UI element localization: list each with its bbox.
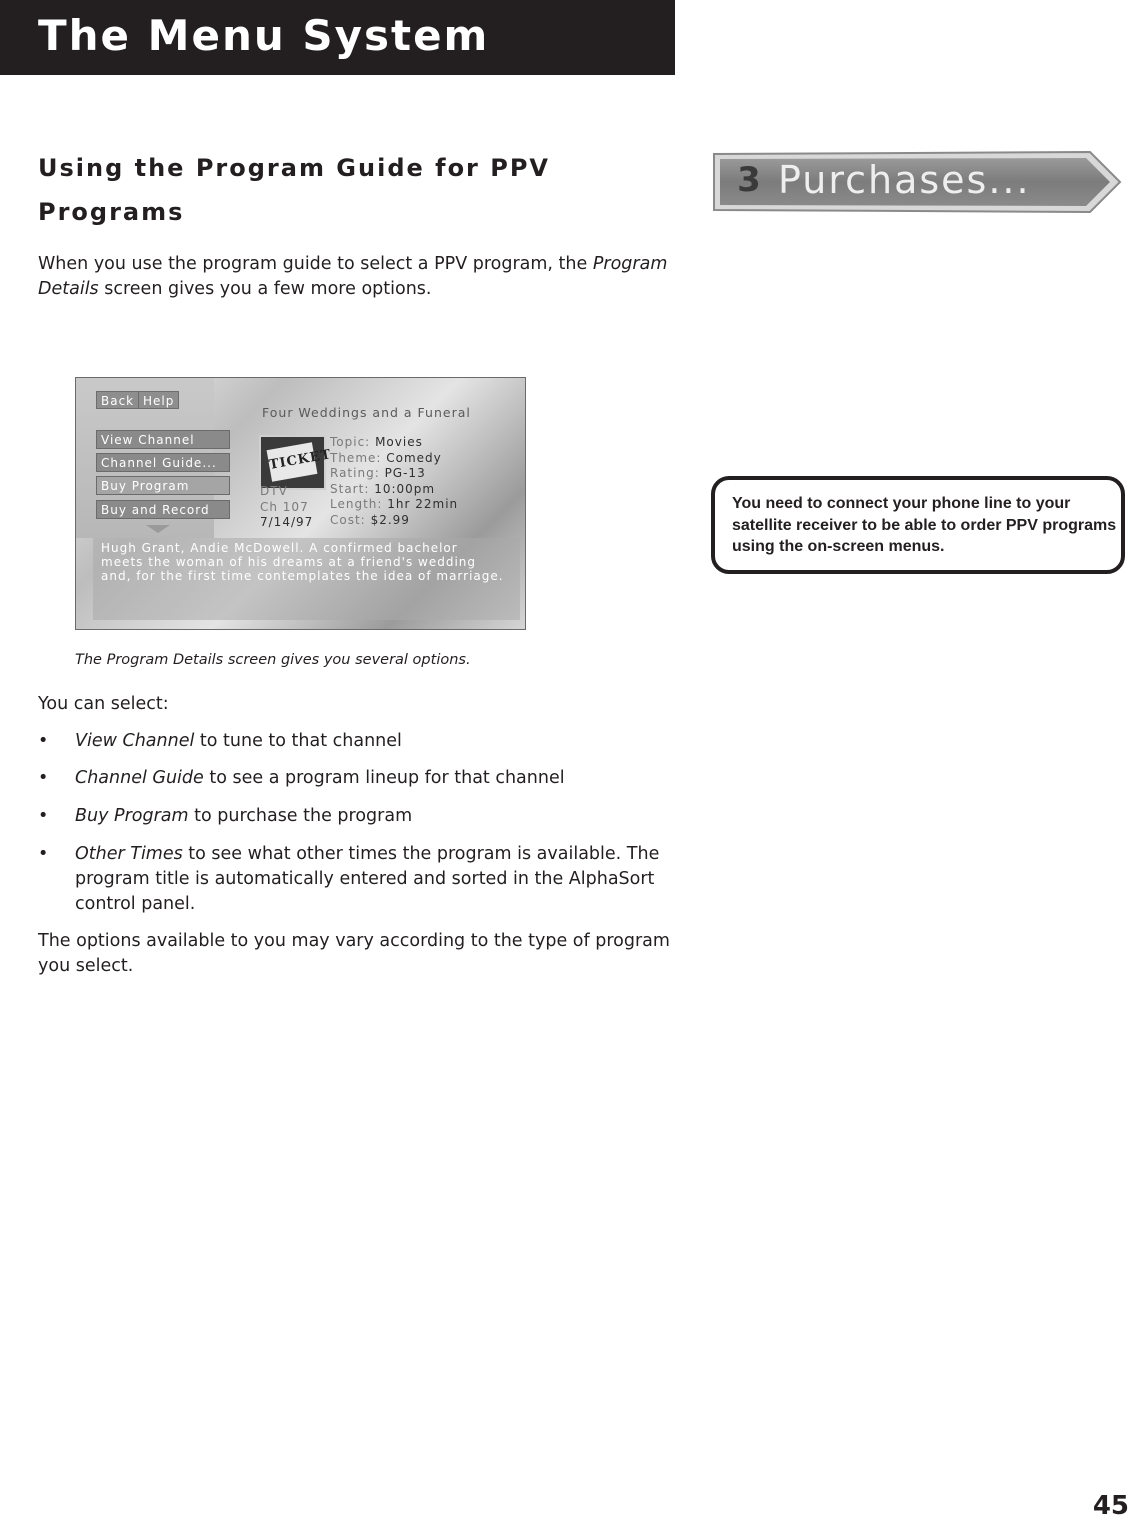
channel-network: DTV: [260, 484, 288, 498]
detail-value: 10:00pm: [374, 481, 436, 496]
intro-text-after: screen gives you a few more options.: [98, 279, 432, 299]
channel-date: 7/14/97: [260, 515, 314, 529]
detail-row: [330, 513, 458, 529]
ticket-logo-text: TICKET: [267, 442, 318, 482]
detail-value: Movies: [375, 435, 423, 449]
screen-menu-view-channel: View Channel: [96, 430, 230, 449]
detail-row: [330, 435, 458, 451]
bullet-icon: •: [38, 731, 49, 751]
scroll-down-arrow-icon: [146, 525, 170, 533]
intro-emphasis: Program Details: [38, 254, 668, 299]
option-description: to see a program lineup for that channel: [203, 768, 565, 788]
option-description: to purchase the program: [188, 806, 413, 826]
banner-label: Purchases...: [778, 158, 1031, 202]
section-heading: Using the Program Guide for PPV Programs: [38, 154, 550, 226]
description-line: Hugh Grant, Andie McDowell. A confirmed bachelor: [101, 541, 458, 555]
detail-row: [330, 466, 458, 482]
phone-line-note: [711, 476, 1125, 574]
intro-text-before: When you use the program guide to select a PPV program, the: [38, 254, 593, 274]
detail-label: Length:: [330, 497, 383, 511]
detail-label: Cost:: [330, 512, 366, 527]
options-list: [38, 729, 678, 917]
program-details-screenshot: [75, 377, 526, 630]
header-bar: [0, 0, 675, 75]
list-item: [38, 804, 678, 829]
option-description: to see what other times the program is available. The program title is automatically entered and sorted in the AlphaSort control panel.: [75, 844, 660, 914]
figure-caption: The Program Details screen gives you several options.: [75, 652, 471, 668]
ticket-logo-icon: [259, 435, 333, 490]
option-name: Channel Guide: [75, 768, 204, 788]
detail-value: Comedy: [386, 450, 442, 465]
screen-program-title: Four Weddings and a Funeral: [262, 405, 471, 420]
list-item: [38, 766, 678, 791]
description-line: meets the woman of his dreams at a friend's wedding: [101, 555, 477, 569]
list-item: [38, 842, 678, 917]
option-description: to tune to that channel: [194, 731, 402, 751]
screen-channel-info: [260, 484, 313, 531]
note-text: You need to connect your phone line to your satellite receiver to be able to order PPV programs using the on-screen menus.: [732, 495, 1117, 555]
list-item: [38, 729, 678, 754]
detail-label: Rating:: [330, 466, 380, 480]
page-number: 45: [1092, 1491, 1129, 1521]
detail-value: $2.99: [370, 512, 410, 527]
bullet-icon: •: [38, 768, 49, 788]
screen-back-button: Back: [96, 391, 139, 409]
detail-label: Start:: [330, 481, 370, 496]
screen-program-details: [330, 435, 458, 528]
option-name: View Channel: [75, 731, 195, 751]
closing-paragraph: The options available to you may vary according to the type of program you select.: [38, 931, 670, 976]
screen-menu-buy-and-record: Buy and Record: [96, 500, 230, 519]
detail-row: [330, 497, 458, 513]
bullet-icon: •: [38, 844, 49, 864]
screen-menu-buy-program: Buy Program: [96, 476, 230, 495]
channel-number: Ch 107: [260, 499, 309, 514]
page-header-title: The Menu System: [38, 11, 490, 60]
intro-paragraph: [38, 252, 678, 302]
purchases-menu-banner: [712, 150, 1122, 214]
detail-value: 1hr 22min: [387, 497, 459, 511]
option-name: Other Times: [75, 844, 183, 864]
screen-description: [101, 541, 513, 583]
detail-label: Theme:: [330, 450, 382, 465]
screen-help-button: Help: [138, 391, 179, 409]
option-name: Buy Program: [75, 806, 189, 826]
description-line: and, for the first time contemplates the idea of marriage.: [101, 569, 504, 583]
screen-menu-channel-guide: Channel Guide...: [96, 453, 230, 472]
detail-label: Topic:: [330, 435, 371, 449]
bullet-icon: •: [38, 806, 49, 826]
detail-row: [330, 482, 458, 498]
detail-value: PG-13: [384, 466, 426, 480]
you-can-select-text: You can select:: [38, 694, 169, 714]
banner-number: 3: [737, 160, 761, 200]
screen-description-box: [93, 538, 520, 620]
detail-row: [330, 451, 458, 467]
